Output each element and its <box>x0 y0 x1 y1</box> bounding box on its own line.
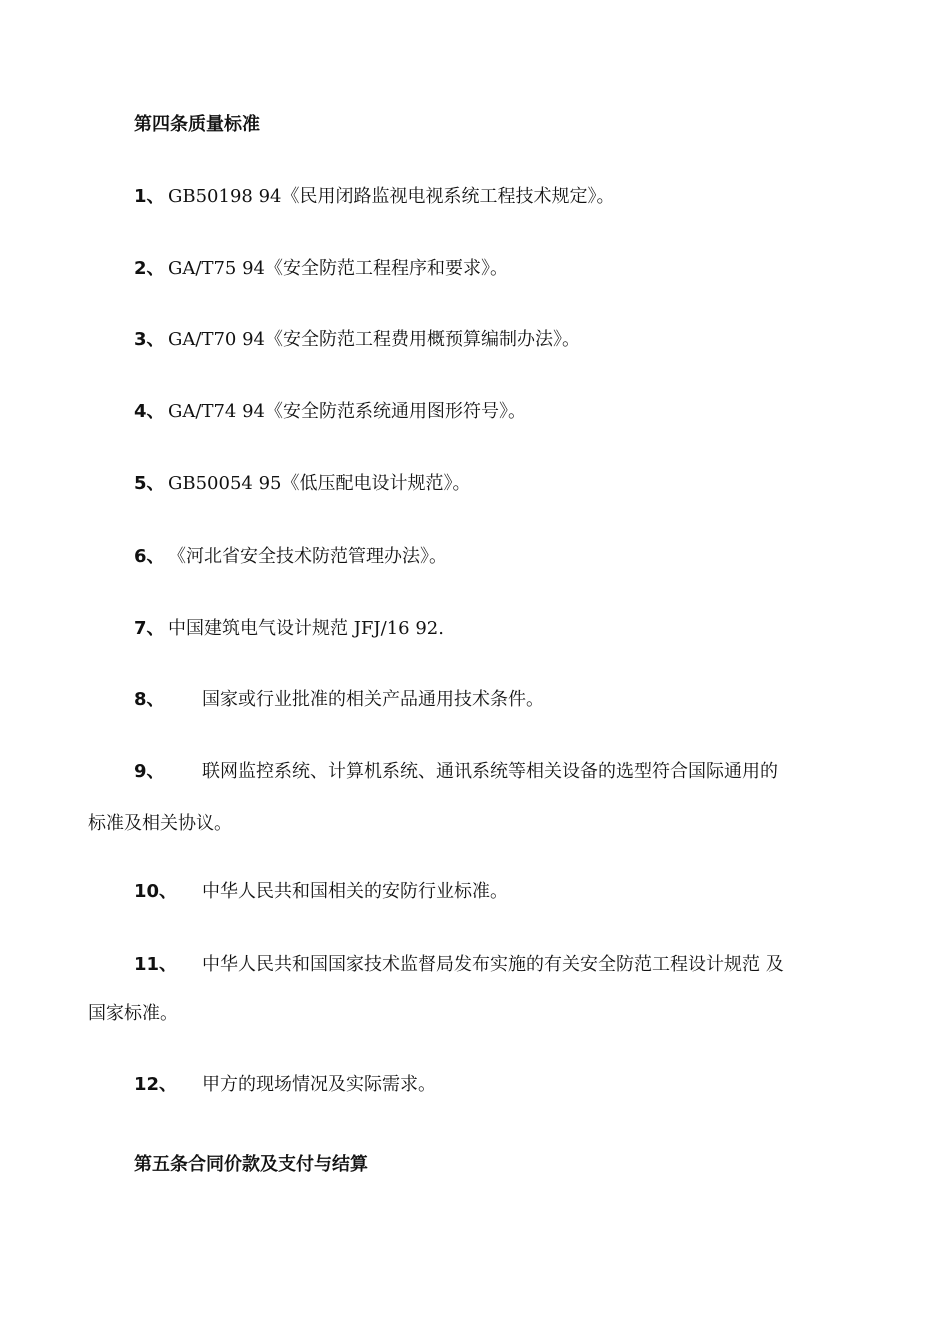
item-text: GB50054 95《低压配电设计规范》。 <box>168 473 471 494</box>
item-number: 6、 <box>134 546 165 567</box>
item-text: GA/T70 94《安全防范工程费用概预算编制办法》。 <box>168 329 580 350</box>
list-item <box>134 328 580 352</box>
item-number: 2、 <box>134 258 165 279</box>
item-text: GA/T75 94《安全防范工程程序和要求》。 <box>168 258 508 279</box>
item-number: 1、 <box>134 186 165 207</box>
section-5-heading: 第五条合同价款及支付与结算 <box>134 1154 368 1175</box>
list-item <box>134 185 615 209</box>
item-text: 联网监控系统、计算机系统、通讯系统等相关设备的选型符合国际通用的 <box>202 761 778 782</box>
item-number: 11、 <box>134 954 178 975</box>
item-number: 4、 <box>134 401 165 422</box>
item-text: GA/T74 94《安全防范系统通用图形符号》。 <box>168 401 526 422</box>
item-continuation: 国家标准。 <box>88 1003 178 1024</box>
list-item <box>134 1073 436 1097</box>
item-text: 甲方的现场情况及实际需求。 <box>202 1074 436 1095</box>
item-number: 9、 <box>134 761 165 782</box>
item-continuation: 标准及相关协议。 <box>88 813 232 834</box>
list-item <box>134 472 471 496</box>
item-number: 8、 <box>134 689 165 710</box>
item-text: 中华人民共和国国家技术监督局发布实施的有关安全防范工程设计规范 及 <box>202 954 784 975</box>
item-number: 12、 <box>134 1074 178 1095</box>
list-item <box>134 880 508 904</box>
list-item <box>134 688 544 712</box>
item-text: 《河北省安全技术防范管理办法》。 <box>168 546 447 567</box>
list-item <box>134 617 444 641</box>
list-item <box>134 257 508 281</box>
item-number: 5、 <box>134 473 165 494</box>
item-text: 中国建筑电气设计规范 JFJ/16 92. <box>168 618 444 639</box>
item-text: 中华人民共和国相关的安防行业标准。 <box>202 881 508 902</box>
item-text: GB50198 94《民用闭路监视电视系统工程技术规定》。 <box>168 186 615 207</box>
item-number: 7、 <box>134 618 165 639</box>
list-item <box>134 400 526 424</box>
item-number: 10、 <box>134 881 178 902</box>
list-item <box>134 545 447 569</box>
item-number: 3、 <box>134 329 165 350</box>
item-text: 国家或行业批准的相关产品通用技术条件。 <box>202 689 544 710</box>
list-item <box>134 953 784 977</box>
section-4-heading: 第四条质量标准 <box>134 114 260 135</box>
list-item <box>134 760 778 784</box>
